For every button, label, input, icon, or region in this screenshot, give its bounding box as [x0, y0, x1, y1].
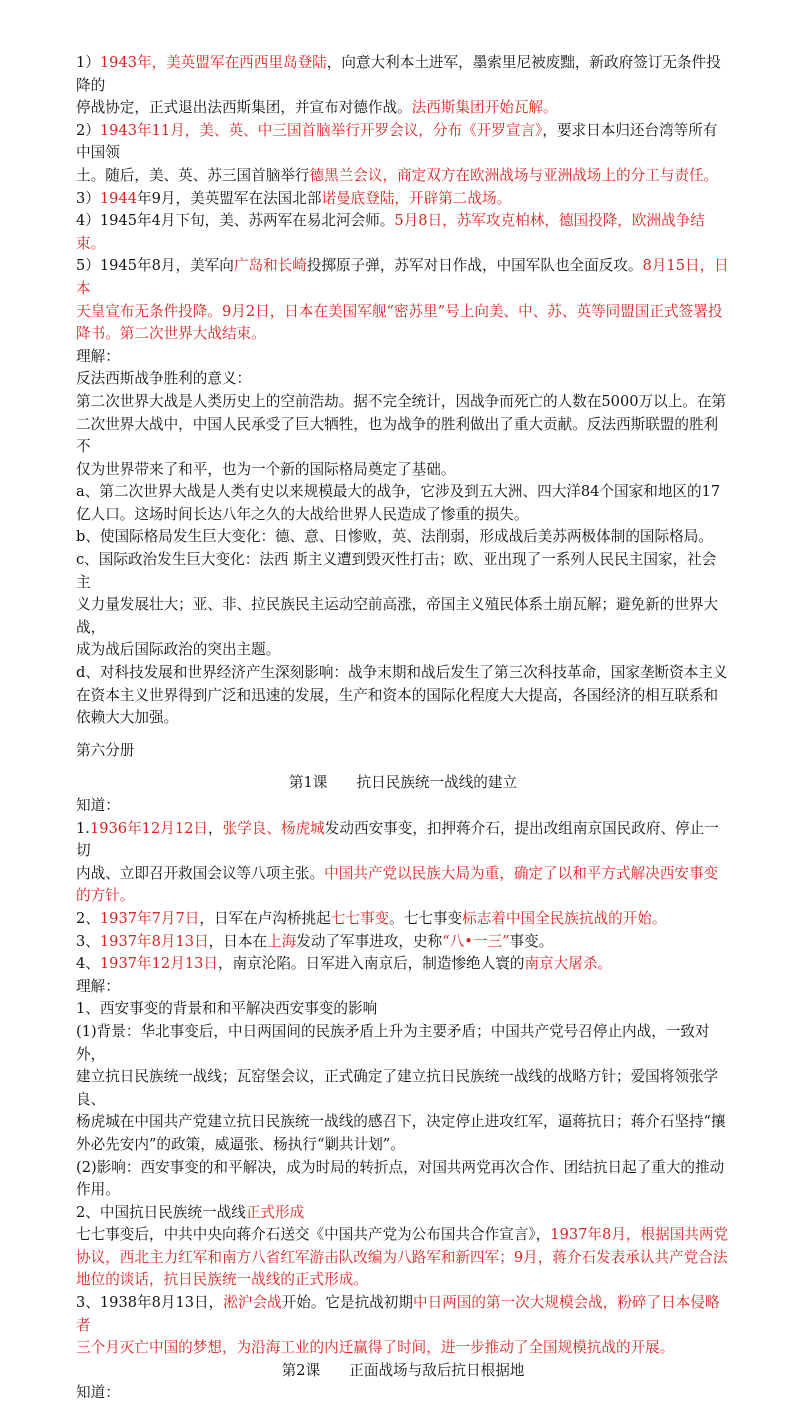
paragraph: [76, 481, 730, 526]
highlighted-text: 正式形成: [245, 1203, 305, 1221]
highlighted-text: 1936年12月12日: [89, 819, 208, 837]
highlighted-text: “八•一三”: [442, 932, 510, 950]
highlighted-text: 1937年8月13日: [99, 932, 209, 950]
text-run: 。七七事变: [389, 909, 463, 927]
text-run: 1、西安事变的背景和和平解决西安事变的影响: [76, 1000, 378, 1018]
text-run: a、第二次世界大战是人类有史以来规模最大的战争，它涉及到五大洲、四大洋84个国家和地区的17: [76, 483, 721, 501]
highlighted-text: 8月15日，日本: [76, 257, 729, 297]
lesson-heading: [76, 772, 730, 795]
text-run: 3）: [76, 189, 100, 207]
paragraph: [76, 740, 730, 763]
text-run: 2、中国抗日民族统一战线: [76, 1203, 246, 1221]
highlighted-text: 法西斯集团开始瓦解。: [411, 99, 558, 117]
text-run: ，日本在: [208, 932, 268, 950]
text-line: [76, 97, 730, 120]
text-line: [76, 255, 730, 300]
text-line: [76, 414, 730, 459]
highlighted-text: 1937年12月13日: [99, 955, 218, 973]
text-line: [76, 685, 730, 708]
text-line: [76, 1224, 730, 1247]
text-run: 4）1945年4月下旬，美、苏两军在易北河会师。: [76, 212, 395, 230]
text-line: [76, 1066, 730, 1111]
text-run: 知道：: [76, 1384, 120, 1402]
text-line: [76, 818, 730, 863]
highlighted-text: 地位的谈话，抗日民族统一战线的正式形成。: [76, 1271, 368, 1289]
highlighted-text: 协议，西北主力红军和南方八省红军游击队改编为八路军和新四军；9月，蒋介石发表承认共产党合法: [76, 1248, 728, 1266]
text-run: 第六分册: [76, 741, 135, 759]
highlighted-text: 中日两国的第一次大规模会战，粉碎了日本侵略者: [76, 1294, 720, 1334]
text-line: [76, 662, 730, 685]
text-run: 4、: [76, 955, 100, 973]
text-run: 杨虎城在中国共产党建立抗日民族统一战线的感召下，决定停止进攻红军，逼蒋抗日；蒋介石坚持“攘: [76, 1113, 726, 1131]
highlighted-text: 广岛和长崎: [233, 257, 307, 275]
text-run: ，: [208, 819, 223, 837]
text-line: [76, 931, 730, 954]
text-run: c、国际政治发生巨大变化：法西 斯主义遭到毁灭性打击；欧、亚出现了一系列人民民主国家，社会主: [76, 551, 717, 591]
text-run: 反法西斯战争胜利的意义：: [76, 370, 252, 388]
text-line: [76, 52, 730, 97]
highlighted-text: 1944: [99, 189, 138, 207]
highlighted-text: 的方针。: [76, 887, 135, 905]
paragraph: [76, 976, 730, 999]
text-line: [76, 481, 730, 504]
text-run: (1)背景：华北事变后，中日两国间的民族矛盾上升为主要矛盾；中国共产党号召停止内战，一致对外，: [76, 1022, 710, 1063]
paragraph: [76, 188, 730, 211]
text-run: b、使国际格局发生巨大变化：德、意、日惨败，英、法削弱，形成战后美苏两极体制的国际格局。: [76, 528, 713, 546]
text-run: 内战、立即召开救国会议等八项主张。: [76, 864, 325, 882]
paragraph: [76, 908, 730, 931]
text-run: d、对科技发展和世界经济产生深刻影响：战争末期和战后发生了第三次科技革命，国家垄断资本主义: [76, 664, 728, 682]
text-run: 作用。: [76, 1181, 120, 1199]
paragraph: [76, 368, 730, 391]
text-run: 在资本主义世界得到广泛和迅速的发展，生产和资本的国际化程度大大提高，各国经济的相互联系和: [76, 686, 719, 704]
spacer: [76, 730, 730, 740]
paragraph: [76, 255, 730, 345]
text-line: [76, 391, 730, 414]
text-line: [76, 1021, 730, 1066]
paragraph: [76, 526, 730, 549]
highlighted-text: 降书。第二次世界大战结束。: [76, 325, 266, 343]
text-line: [76, 323, 730, 346]
text-line: [76, 120, 730, 165]
text-line: [76, 504, 730, 527]
highlighted-text: 天皇宣布无条件投降。9月2日，日本在美国军舰“密苏里”号上向美、中、苏、英等同盟国正式签署投: [76, 302, 723, 320]
text-run: ，要求日本归还台湾等所有中国领: [76, 121, 718, 162]
highlighted-text: 诺曼底登陆，开辟第二战场。: [321, 189, 512, 207]
text-line: [76, 908, 730, 931]
text-line: [76, 1337, 730, 1360]
paragraph: [76, 818, 730, 908]
highlighted-text: 1943年，美英盟军在西西里岛登陆: [99, 54, 327, 71]
text-run: ，向意大利本土进军，墨索里尼被废黜，新政府签订无条件投降的: [76, 54, 721, 94]
paragraph: [76, 549, 730, 662]
text-run: 二次世界大战中，中国人民承受了巨大牺牲，也为战争的胜利做出了重大贡献。反法西斯联盟的胜利不: [76, 415, 719, 456]
paragraph: [76, 1021, 730, 1157]
text-line: [76, 885, 730, 908]
text-line: [76, 1157, 730, 1180]
text-run: 第2课 正面战场与敌后抗日根据地: [281, 1361, 525, 1379]
text-line: [76, 863, 730, 886]
highlighted-text: 标志着中国全民族抗战的开始。: [462, 909, 667, 927]
text-run: 开始。它是抗战初期: [281, 1294, 413, 1312]
text-run: ，日军在卢沟桥挑起: [199, 909, 331, 927]
paragraph: [76, 391, 730, 481]
highlighted-text: 淞沪会战: [223, 1294, 282, 1312]
highlighted-text: 1937年7月7日: [99, 909, 200, 927]
text-run: 理解：: [76, 977, 120, 995]
text-run: 5）1945年8月，美军向: [76, 257, 234, 275]
text-run: 2）: [76, 121, 100, 139]
paragraph: [76, 346, 730, 369]
highlighted-text: 张学良、杨虎城: [222, 819, 325, 837]
highlighted-text: 1937年8月，根据国共两党: [550, 1226, 729, 1244]
text-line: [76, 953, 730, 976]
text-run: 事变。: [509, 932, 554, 950]
highlighted-text: 三个月灭亡中国的梦想，为沿海工业的内迁赢得了时间，进一步推动了全国规模抗战的开展。: [76, 1339, 675, 1357]
text-run: 亿人口。这场时间长达八年之久的大战给世界人民造成了惨重的损失。: [76, 505, 529, 523]
text-line: [76, 459, 730, 482]
highlighted-text: 德黑兰会议，商定双方在欧洲战场与亚洲战场上的分工与责任。: [309, 166, 719, 184]
text-run: 知道：: [76, 797, 120, 814]
text-line: [76, 1360, 730, 1383]
highlighted-text: 南京大屠杀。: [524, 955, 613, 973]
paragraph: [76, 795, 730, 818]
paragraph: [76, 998, 730, 1021]
text-line: [76, 526, 730, 549]
text-run: 外必先安内”的政策，威逼张、杨执行“剿共计划”。: [76, 1135, 405, 1153]
text-run: ，南京沦陷。日军进入南京后，制造惨绝人寰的: [217, 955, 525, 973]
highlighted-text: 上海: [267, 932, 297, 950]
text-run: 义力量发展壮大；亚、非、拉民族民主运动空前高涨，帝国主义殖民体系土崩瓦解；避免新的世界大战，: [76, 596, 719, 636]
text-run: 建立抗日民族统一战线；瓦窑堡会议，正式确定了建立抗日民族统一战线的战略方针；爱国将领张学良、: [76, 1068, 719, 1108]
text-run: 七七事变后，中共中央向蒋介石送交《中国共产党为公布国共合作宣言》，: [76, 1226, 551, 1244]
paragraph: [76, 1202, 730, 1225]
text-run: 第二次世界大战是人类历史上的空前浩劫。据不完全统计，因战争而死亡的人数在5000万以上。在第: [76, 392, 727, 410]
text-line: [76, 346, 730, 369]
text-run: 发动西安事变，扣押蒋介石，提出改组南京国民政府、停止一切: [76, 819, 719, 860]
text-line: [76, 998, 730, 1021]
paragraph: [76, 52, 730, 120]
text-line: [76, 1179, 730, 1202]
text-run: 第1课 抗日民族统一战线的建立: [288, 774, 518, 792]
text-line: [76, 1292, 730, 1337]
text-run: 土。随后，美、英、苏三国首脑举行: [76, 166, 310, 184]
text-line: [76, 795, 730, 818]
text-run: 仅为世界带来了和平，也为一个新的国际格局奠定了基础。: [76, 460, 456, 478]
text-line: [76, 707, 730, 730]
text-line: [76, 1134, 730, 1157]
text-line: [76, 1382, 730, 1405]
text-run: 年9月，美英盟军在法国北部: [137, 189, 322, 207]
text-line: [76, 549, 730, 594]
paragraph: [76, 120, 730, 188]
text-line: [76, 976, 730, 999]
text-run: 依赖大大加强。: [76, 709, 179, 727]
text-run: 发动了军事进攻，史称: [296, 932, 443, 950]
text-run: 成为战后国际政治的突出主题。: [76, 641, 281, 659]
text-line: [76, 594, 730, 639]
paragraph: [76, 931, 730, 954]
highlighted-text: 1943年11月，美、英、中三国首脑举行开罗会议，分布《开罗宣言》: [99, 121, 543, 139]
text-run: 3、1938年8月13日，: [76, 1294, 224, 1312]
text-line: [76, 1247, 730, 1270]
text-run: 理解：: [76, 347, 120, 365]
text-line: [76, 772, 730, 795]
text-line: [76, 740, 730, 763]
text-run: 投掷原子弹，苏军对日作战，中国军队也全面反攻。: [306, 257, 643, 275]
highlighted-text: 中国共产党以民族大局为重，确定了以和平方式解决西安事变: [324, 864, 719, 882]
spacer: [76, 762, 730, 772]
text-line: [76, 188, 730, 211]
paragraph: [76, 953, 730, 976]
text-run: (2)影响：西安事变的和平解决，成为时局的转折点，对国共两党再次合作、团结抗日起了重大的推动: [76, 1158, 725, 1176]
paragraph: [76, 1382, 730, 1405]
text-line: [76, 1269, 730, 1292]
paragraph: [76, 662, 730, 730]
text-line: [76, 165, 730, 188]
text-line: [76, 1111, 730, 1134]
text-line: [76, 368, 730, 391]
text-run: 1.: [76, 819, 90, 837]
paragraph: [76, 1292, 730, 1360]
text-line: [76, 301, 730, 324]
paragraph: [76, 1157, 730, 1202]
paragraph: [76, 210, 730, 255]
text-run: 2、: [76, 909, 100, 927]
text-run: 1）: [76, 54, 100, 71]
highlighted-text: 七七事变: [330, 909, 390, 927]
text-line: [76, 210, 730, 255]
text-run: 3、: [76, 932, 100, 950]
text-run: 停战协定，正式退出法西斯集团，并宣布对德作战。: [76, 99, 412, 117]
paragraph: [76, 1224, 730, 1292]
text-line: [76, 1202, 730, 1225]
text-line: [76, 639, 730, 662]
highlighted-text: 5月8日，苏军攻克柏林，德国投降，欧洲战争结束。: [76, 212, 705, 252]
lesson-heading: [76, 1360, 730, 1383]
